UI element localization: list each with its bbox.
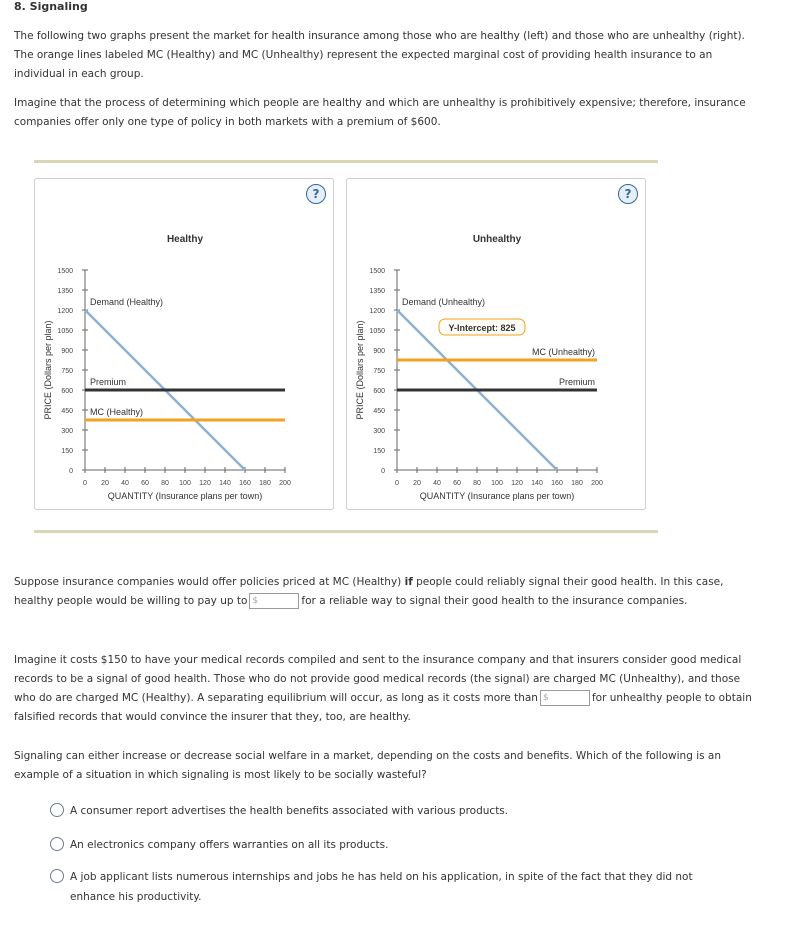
x-tick-label: 100 xyxy=(179,480,191,487)
y-tick-label: 1350 xyxy=(369,288,385,295)
question-1-text-c: for a reliable way to signal their good health to the insurance companies. xyxy=(301,595,688,607)
y-axis-label: PRICE (Dollars per plan) xyxy=(43,320,53,420)
x-axis-label: QUANTITY (Insurance plans per town) xyxy=(419,491,575,501)
top-divider xyxy=(34,160,658,163)
unhealthy-graph[interactable] xyxy=(347,179,645,509)
x-tick-label: 20 xyxy=(101,480,109,487)
y-tick-label: 900 xyxy=(61,348,73,355)
series-label-mc: MC (Unhealthy) xyxy=(531,347,595,357)
y-tick-label: 0 xyxy=(381,468,385,475)
radio-button[interactable] xyxy=(50,837,64,851)
y-tick-label: 750 xyxy=(61,368,73,375)
annotation-label: Y-Intercept: 825 xyxy=(448,323,516,333)
series-label-premium: Premium xyxy=(558,377,595,387)
y-tick-label: 300 xyxy=(61,428,73,435)
answer-option-label: A consumer report advertises the health benefits associated with various products. xyxy=(70,805,509,817)
y-tick-label: 450 xyxy=(61,408,73,415)
answer-option-label: An electronics company offers warranties on all its products. xyxy=(70,839,389,851)
y-tick-label: 1200 xyxy=(57,308,73,315)
y-tick-label: 1200 xyxy=(369,308,385,315)
healthy-graph[interactable] xyxy=(35,179,333,509)
series-label-demand: Demand (Unhealthy) xyxy=(402,297,486,307)
section-title: 8. Signaling xyxy=(14,0,88,13)
x-tick-label: 40 xyxy=(433,480,441,487)
x-tick-label: 160 xyxy=(239,480,251,487)
y-tick-label: 750 xyxy=(373,368,385,375)
series-label-demand: Demand (Healthy) xyxy=(90,297,164,307)
y-tick-label: 1500 xyxy=(369,268,385,275)
y-tick-label: 450 xyxy=(373,408,385,415)
y-tick-label: 1350 xyxy=(57,288,73,295)
intro-paragraph-1: The following two graphs present the market for health insurance among those who are healthy (left) and those who are unhealthy (right). The orange lines labeled MC (Healthy) and MC (Unhealthy) represent the expected marginal cost of providing health insurance to an individual in each group. xyxy=(14,30,745,80)
radio-button[interactable] xyxy=(50,803,64,817)
question-2-text-a: Imagine it costs $150 to have your medical records compiled and sent to the insurance company and that insurers consider good medical records to be a signal of good health. Those who do not provide good medical records (the signal) are charged MC (Unhealthy), and those who do are charged MC (Healthy). A separating equilibrium will occur, as long as it costs more than xyxy=(14,654,742,704)
x-tick-label: 120 xyxy=(199,480,211,487)
x-tick-label: 100 xyxy=(491,480,503,487)
x-tick-label: 20 xyxy=(413,480,421,487)
help-icon[interactable]: ? xyxy=(306,184,326,204)
y-tick-label: 150 xyxy=(61,448,73,455)
x-axis-label: QUANTITY (Insurance plans per town) xyxy=(107,491,263,501)
healthy-graph-panel xyxy=(34,178,334,510)
y-tick-label: 0 xyxy=(69,468,73,475)
bottom-divider xyxy=(34,530,658,533)
falsified-records-cost-input[interactable]: $ xyxy=(540,690,590,706)
series-label-mc: MC (Healthy) xyxy=(90,407,144,417)
x-tick-label: 0 xyxy=(395,480,399,487)
y-tick-label: 1500 xyxy=(57,268,73,275)
x-tick-label: 40 xyxy=(121,480,129,487)
x-tick-label: 140 xyxy=(219,480,231,487)
series-label-premium: Premium xyxy=(90,377,127,387)
x-tick-label: 120 xyxy=(511,480,523,487)
x-tick-label: 140 xyxy=(531,480,543,487)
x-tick-label: 80 xyxy=(161,480,169,487)
willingness-to-pay-input[interactable]: $ xyxy=(249,593,299,609)
x-tick-label: 200 xyxy=(279,480,291,487)
question-3-prompt: Signaling can either increase or decrease social welfare in a market, depending on the costs and benefits. Which of the following is an example of a situation in which signaling is most likely to be socially wasteful? xyxy=(14,750,722,781)
question-1-text-a: Suppose insurance companies would offer policies priced at MC (Healthy) xyxy=(14,576,402,588)
y-axis-label: PRICE (Dollars per plan) xyxy=(355,320,365,420)
y-tick-label: 300 xyxy=(373,428,385,435)
x-tick-label: 180 xyxy=(571,480,583,487)
x-tick-label: 160 xyxy=(551,480,563,487)
question-1 xyxy=(14,573,754,611)
chart-title: Unhealthy xyxy=(472,234,522,245)
y-tick-label: 1050 xyxy=(369,328,385,335)
radio-button[interactable] xyxy=(50,869,64,883)
x-tick-label: 200 xyxy=(591,480,603,487)
x-tick-label: 80 xyxy=(473,480,481,487)
question-2 xyxy=(14,651,754,727)
chart-title: Healthy xyxy=(166,234,204,245)
x-tick-label: 180 xyxy=(259,480,271,487)
y-tick-label: 1050 xyxy=(57,328,73,335)
y-tick-label: 600 xyxy=(61,388,73,395)
unhealthy-graph-panel xyxy=(346,178,646,510)
y-tick-label: 150 xyxy=(373,448,385,455)
y-tick-label: 600 xyxy=(373,388,385,395)
question-1-text-b: people could reliably signal their good health. In this case, healthy people would be willing to pay up to xyxy=(14,576,724,607)
x-tick-label: 60 xyxy=(141,480,149,487)
question-2-text-b: for unhealthy people to obtain falsified records that would convince the insurer that they, too, are healthy. xyxy=(14,692,752,723)
help-icon[interactable]: ? xyxy=(618,184,638,204)
x-tick-label: 60 xyxy=(453,480,461,487)
question-1-emphasis: if xyxy=(404,576,413,588)
intro-paragraph-2: Imagine that the process of determining which people are healthy and which are unhealthy is prohibitively expensive; therefore, insurance companies offer only one type of policy in both markets with a premium of $600. xyxy=(14,97,746,128)
x-tick-label: 0 xyxy=(83,480,87,487)
y-tick-label: 900 xyxy=(373,348,385,355)
answer-option-label: A job applicant lists numerous internships and jobs he has held on his application, in spite of the fact that they did not enhance his productivity. xyxy=(70,871,693,903)
